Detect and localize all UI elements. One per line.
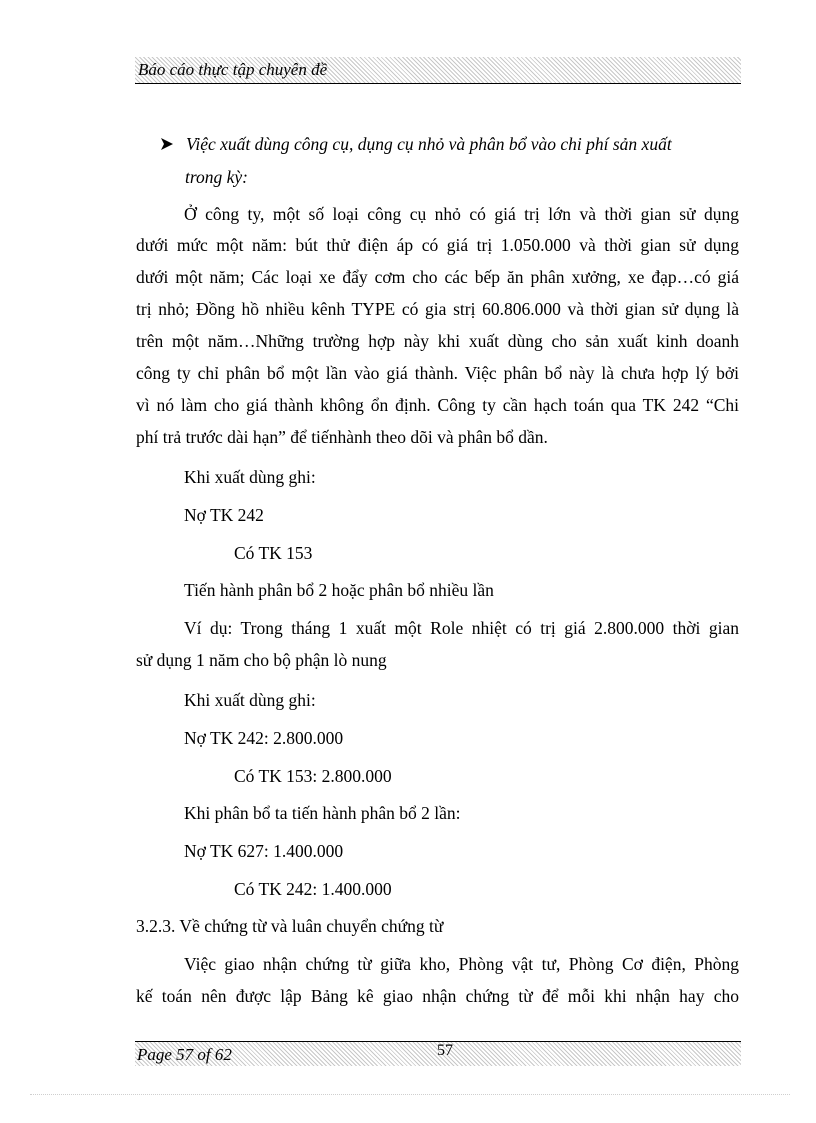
credit-entry: Có TK 242: 1.400.000	[234, 879, 392, 899]
page-bottom-divider	[30, 1094, 790, 1095]
footer-page-number: 57	[437, 1042, 453, 1059]
debit-entry: Nợ TK 627: 1.400.000	[184, 841, 344, 861]
debit-entry: Nợ TK 242: 2.800.000	[184, 728, 344, 748]
paragraph-line: dưới một năm; Các loại xe đẩy cơm cho các bếp ăn phân xưởng, xe đạp…có giá	[136, 267, 739, 287]
paragraph-line: Ở công ty, một số loại công cụ nhỏ có giá trị lớn và thời gian sử dụng	[184, 204, 739, 224]
paragraph-line: kế toán nên được lập Bảng kê giao nhận chứng từ để mỗi khi nhận hay cho	[136, 986, 739, 1006]
paragraph-line: trị nhỏ; Đồng hồ nhiều kênh TYPE có gia strị 60.806.000 và thời gian sử dụng là	[136, 299, 739, 319]
example-line: Ví dụ: Trong tháng 1 xuất một Role nhiệt có trị giá 2.800.000 thời gian	[184, 618, 739, 638]
paragraph-line: công ty chỉ phân bổ một lần vào giá thành. Việc phân bổ này là chưa hợp lý bởi	[136, 363, 739, 383]
bullet-text-line2: trong kỳ:	[185, 167, 249, 187]
entry-label: Khi xuất dùng ghi:	[184, 690, 316, 710]
paragraph-line: trên một năm…Những trường hợp này khi xuất dùng cho sản xuất kinh doanh	[136, 331, 739, 351]
paragraph-line: vì nó làm cho giá thành không ổn định. Công ty cần hạch toán qua TK 242 “Chi	[136, 395, 739, 415]
page-header	[135, 57, 741, 84]
bullet-text-line1: Việc xuất dùng công cụ, dụng cụ nhỏ và phân bổ vào chi phí sản xuất	[186, 134, 672, 154]
entry-label: Tiến hành phân bổ 2 hoặc phân bổ nhiều lần	[184, 580, 494, 600]
arrow-bullet-icon	[160, 137, 174, 151]
footer-page-label: Page 57 of 62	[137, 1045, 232, 1064]
page-footer	[135, 1041, 741, 1066]
paragraph-line: dưới mức một năm: bút thử điện áp có giá trị 1.050.000 và thời gian sử dụng	[136, 235, 739, 255]
credit-entry: Có TK 153: 2.800.000	[234, 766, 392, 786]
credit-entry: Có TK 153	[234, 543, 313, 563]
bullet-item	[136, 133, 739, 155]
entry-label: Khi phân bổ ta tiến hành phân bổ 2 lần:	[184, 803, 461, 823]
paragraph-line: Việc giao nhận chứng từ giữa kho, Phòng vật tư, Phòng Cơ điện, Phòng	[184, 954, 739, 974]
entry-label: Khi xuất dùng ghi:	[184, 467, 316, 487]
header-title: Báo cáo thực tập chuyên đề	[138, 60, 328, 79]
example-line: sử dụng 1 năm cho bộ phận lò nung	[136, 650, 387, 670]
debit-entry: Nợ TK 242	[184, 505, 264, 525]
paragraph-line: phí trả trước dài hạn” để tiếnhành theo dõi và phân bổ dần.	[136, 427, 548, 447]
section-heading: 3.2.3. Về chứng từ và luân chuyển chứng từ	[136, 916, 444, 936]
